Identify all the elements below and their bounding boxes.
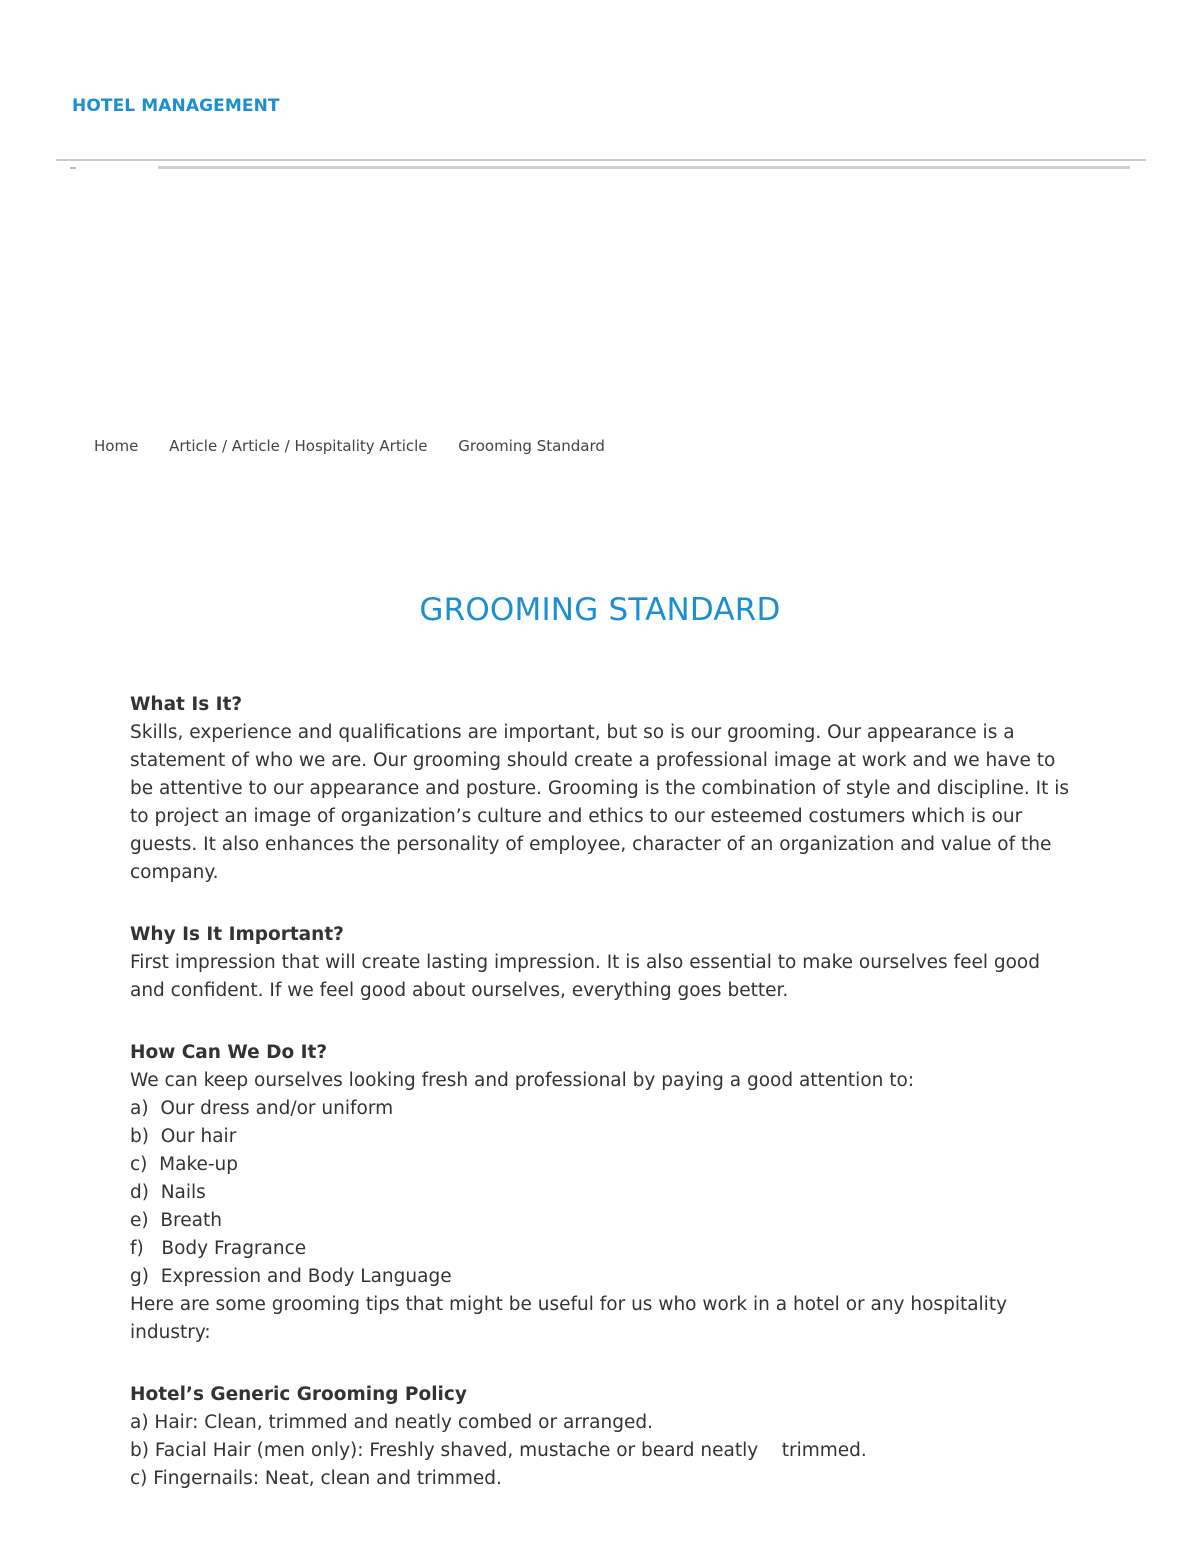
list-item: f) Body Fragrance — [130, 1238, 307, 1259]
breadcrumb — [94, 437, 631, 455]
list-item: b) Our hair — [130, 1126, 237, 1147]
nav-divider — [158, 166, 1130, 169]
list-item: a) Our dress and/or uniform — [130, 1098, 394, 1119]
section-heading-policy: Hotel’s Generic Grooming Policy — [130, 1384, 467, 1405]
breadcrumb-path-link[interactable]: Article / Article / Hospitality Article — [169, 437, 428, 455]
policy-item: a) Hair: Clean, trimmed and neatly combed or arranged. — [130, 1412, 653, 1433]
policy-item: c) Fingernails: Neat, clean and trimmed. — [130, 1468, 502, 1489]
header-divider — [56, 159, 1146, 161]
list-item: c) Make-up — [130, 1154, 239, 1175]
page-title: GROOMING STANDARD — [419, 592, 781, 628]
list-item: d) Nails — [130, 1182, 206, 1203]
nav-tab-indicator — [70, 167, 76, 169]
site-title-link[interactable]: HOTEL MANAGEMENT — [72, 96, 280, 116]
list-item: g) Expression and Body Language — [130, 1266, 452, 1287]
section-heading-how: How Can We Do It? — [130, 1042, 328, 1063]
section-body-what: Skills, experience and qualifications are important, but so is our grooming. Our appearance is a statement of who we are. Our grooming should create a professional image at work and we have to be attentive to our appearance and posture. Grooming is the combination of style and discipline. It is to project an image of organization’s culture and ethics to our esteemed costumers which is our guests. It also enhances the personality of employee, character of an organization and value of the company. — [130, 722, 1069, 883]
list-item: e) Breath — [130, 1210, 222, 1231]
section-heading-what: What Is It? — [130, 694, 243, 715]
section-body-why: First impression that will create lasting impression. It is also essential to make ourselves feel good and confident. If we feel good about ourselves, everything goes better. — [130, 952, 1040, 1001]
section-intro-how: We can keep ourselves looking fresh and professional by paying a good attention to: — [130, 1070, 915, 1091]
breadcrumb-current: Grooming Standard — [458, 437, 605, 455]
breadcrumb-home-link[interactable]: Home — [94, 437, 139, 455]
policy-item: b) Facial Hair (men only): Freshly shaved, mustache or beard neatly trimmed. — [130, 1440, 867, 1461]
section-outro-how: Here are some grooming tips that might be useful for us who work in a hotel or any hospitality industry: — [130, 1294, 1008, 1343]
section-heading-why: Why Is It Important? — [130, 924, 344, 945]
article-body — [130, 691, 1080, 1493]
